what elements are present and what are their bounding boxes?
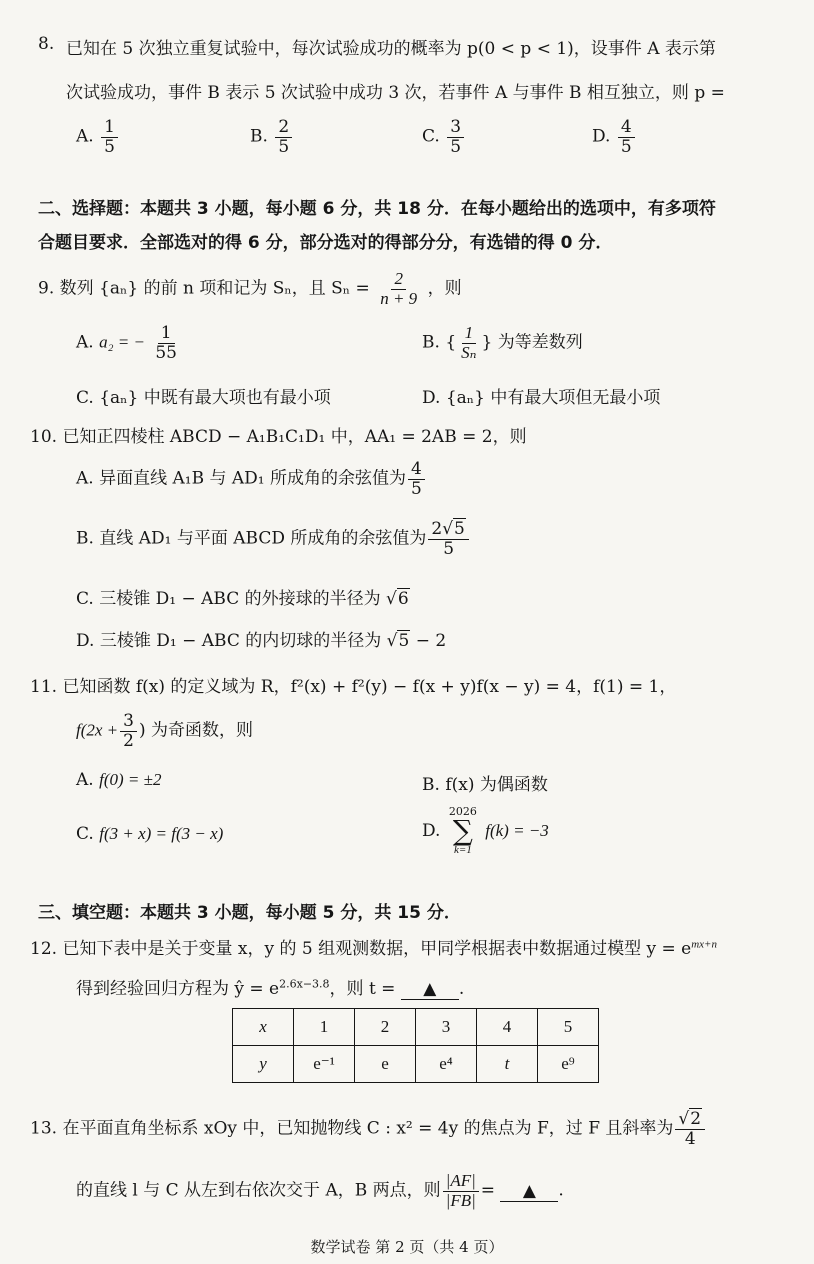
table-cell: t xyxy=(477,1046,538,1083)
section3-header: 三、填空题：本题共 3 小题，每小题 5 分，共 15 分． xyxy=(38,903,461,923)
q10-option-d[interactable]: D. 三棱锥 D₁ − ABC 的内切球的半径为 √5 − 2 xyxy=(76,631,447,651)
q10-option-b[interactable]: B. 直线 AD₁ 与平面 ABCD 所成角的余弦值为 $\frac{2√5}{5}$ xyxy=(76,520,471,558)
q8-number: 8. xyxy=(38,34,55,54)
table-cell: e⁴ xyxy=(416,1046,477,1083)
q9-option-b[interactable]: B. { $\frac{1}{\text{Sₙ}}$ } 为等差数列 xyxy=(422,323,583,362)
q10-option-c[interactable]: C. 三棱锥 D₁ − ABC 的外接球的半径为 √6 xyxy=(76,589,409,609)
summation-symbol: 2026 ∑ k=1 xyxy=(448,805,477,856)
q8-stem-line1: 已知在 5 次独立重复试验中，每次试验成功的概率为 p(0 < p < 1)，设事件 A 表示第 xyxy=(66,39,716,59)
table-row-x xyxy=(233,1009,599,1046)
q9-option-a[interactable]: A. a₂ = − $\frac{1}{55}$ xyxy=(76,323,177,363)
q11-stem-line1: 11. 已知函数 f(x) 的定义域为 R，f²(x) + f²(y) − f(x + y)f(x − y) = 4，f(1) = 1， xyxy=(30,677,677,697)
table-cell: 3 xyxy=(416,1009,477,1046)
q9-option-c[interactable]: C. {aₙ} 中既有最大项也有最小项 xyxy=(76,388,331,408)
q8-option-b[interactable]: B. $\frac{2}{5}$ xyxy=(250,118,294,156)
q11-option-b[interactable]: B. f(x) 为偶函数 xyxy=(422,775,548,795)
q10-option-a[interactable]: A. 异面直线 A₁B 与 AD₁ 所成角的余弦值为 $\frac{4}{5}$ xyxy=(76,460,427,498)
q12-stem-line2: 得到经验回归方程为 ŷ = $e^{2.6x-3.8}$，则 t = ▲ . xyxy=(76,977,465,999)
q10-number: 10. xyxy=(30,427,58,447)
q10-stem: 10. 已知正四棱柱 ABCD − A₁B₁C₁D₁ 中，AA₁ = 2AB = 2，则 xyxy=(30,427,527,447)
q11-option-d[interactable]: D. 2026 ∑ k=1 f(k) = −3 xyxy=(422,805,549,856)
q8-option-a[interactable]: A. $\frac{1}{5}$ xyxy=(76,118,120,156)
section2-header-line1: 二、选择题：本题共 3 小题，每小题 6 分，共 18 分．在每小题给出的选项中，有多项符 xyxy=(38,199,716,219)
table-row-y xyxy=(233,1046,599,1083)
table-cell: 5 xyxy=(538,1009,599,1046)
q13-number: 13. xyxy=(30,1118,58,1139)
table-cell: e xyxy=(355,1046,416,1083)
q13-answer-blank[interactable]: ▲ xyxy=(500,1181,558,1202)
q13-stem-line1: 13. 在平面直角坐标系 xOy 中，已知抛物线 C : x² = 4y 的焦点为 F，过 F 且斜率为 $\frac{√2}{4}$ xyxy=(30,1110,707,1148)
table-cell: y xyxy=(233,1046,294,1083)
q11-stem-line2: f(2x + $\frac{3}{2}$ ) 为奇函数，则 xyxy=(76,711,254,751)
table-cell: e⁻¹ xyxy=(294,1046,355,1083)
page-footer: 数学试卷 第 2 页（共 4 页） xyxy=(310,1238,504,1256)
q11-number: 11. xyxy=(30,677,58,697)
table-cell: 4 xyxy=(477,1009,538,1046)
table-cell: 1 xyxy=(294,1009,355,1046)
table-cell: e⁹ xyxy=(538,1046,599,1083)
q12-data-table xyxy=(232,1008,599,1083)
q9-stem: 9. 数列 {aₙ} 的前 n 项和记为 Sₙ，且 Sₙ = $\frac{2}{n + 9}$ ，则 xyxy=(38,269,462,308)
q9-option-d[interactable]: D. {aₙ} 中有最大项但无最小项 xyxy=(422,388,661,408)
table-cell: 2 xyxy=(355,1009,416,1046)
q12-number: 12. xyxy=(30,939,58,959)
q13-stem-line2: 的直线 l 与 C 从左到右依次交于 A，B 两点，则 $\frac{|AF|}{|FB|}$ = ▲ . xyxy=(76,1171,564,1210)
q8-option-d[interactable]: D. $\frac{4}{5}$ xyxy=(592,118,637,156)
q12-answer-blank[interactable]: ▲ xyxy=(401,979,459,1000)
q8-option-c[interactable]: C. $\frac{3}{5}$ xyxy=(422,118,466,156)
q11-option-a[interactable]: A. f(0) = ±2 xyxy=(76,770,162,790)
q9-number: 9. xyxy=(38,278,55,299)
q8-stem-line2: 次试验成功，事件 B 表示 5 次试验中成功 3 次，若事件 A 与事件 B 相互独立，则 p = xyxy=(66,83,725,103)
q11-option-c[interactable]: C. f(3 + x) = f(3 − x) xyxy=(76,824,224,844)
table-cell: x xyxy=(233,1009,294,1046)
q12-stem-line1: 12. 已知下表中是关于变量 x，y 的 5 组观测数据，甲同学根据表中数据通过模型 $y = e^{mx+n}$ xyxy=(30,938,717,959)
section2-header-line2: 合题目要求．全部选对的得 6 分，部分选对的得部分分，有选错的得 0 分． xyxy=(38,233,613,253)
